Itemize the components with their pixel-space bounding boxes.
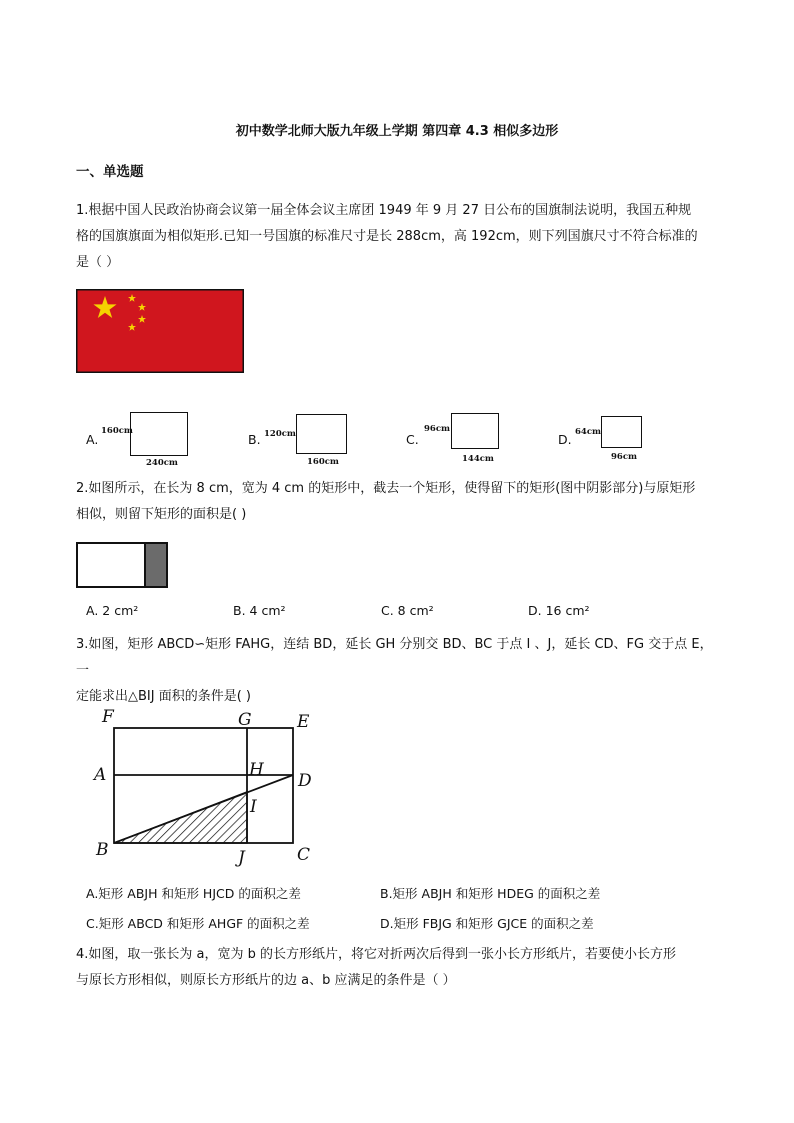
question-4-line: 4.如图，取一张长为 a，宽为 b 的长方形纸片，将它对折两次后得到一张小长方形纸片，若要使小长方形 — [76, 947, 677, 962]
option-a-rectangle — [130, 412, 188, 456]
point-label-b: B — [96, 840, 109, 860]
q3-option-d: D.矩形 FBJG 和矩形 GJCE 的面积之差 — [380, 916, 594, 931]
question-1-line: 是（ ） — [76, 255, 120, 270]
option-b-letter: B. — [248, 432, 261, 447]
q2-option-d: D. 16 cm² — [528, 603, 590, 618]
point-label-e: E — [297, 712, 310, 732]
question-2-text — [76, 476, 718, 528]
q3-option-a: A.矩形 ABJH 和矩形 HJCD 的面积之差 — [86, 886, 301, 901]
question-1-line: 1.根据中国人民政治协商会议第一届全体会议主席团 1949 年 9 月 27 日公布的国旗制法说明，我国五种规 — [76, 203, 692, 218]
question-4-text — [76, 942, 718, 994]
option-a-letter: A. — [86, 432, 99, 447]
point-label-h: H — [249, 760, 264, 780]
question-3-line: 3.如图，矩形 ABCD∽矩形 FAHG，连结 BD，延长 GH 分别交 BD、BC 于点 I 、J，延长 CD、FG 交于点 E，一 — [76, 637, 713, 678]
question-3-figure — [90, 704, 330, 874]
q2-option-c: C. 8 cm² — [381, 603, 434, 618]
question-3-line: 定能求出△BIJ 面积的条件是( ) — [76, 689, 251, 704]
option-b-rectangle — [296, 414, 347, 454]
question-2-line: 相似，则留下矩形的面积是( ) — [76, 507, 247, 522]
option-a-width-label: 240cm — [146, 458, 178, 468]
shaded-rectangle — [145, 543, 167, 587]
question-2-figure — [76, 542, 168, 588]
chinese-flag-image — [76, 289, 244, 373]
section-heading: 一、单选题 — [76, 164, 144, 180]
q3-option-c: C.矩形 ABCD 和矩形 AHGF 的面积之差 — [86, 916, 310, 931]
q2-option-a: A. 2 cm² — [86, 603, 139, 618]
option-a-height-label: 160cm — [101, 426, 133, 436]
option-d-width-label: 96cm — [611, 452, 637, 462]
point-label-a: A — [94, 765, 107, 785]
point-label-g: G — [238, 710, 252, 730]
point-label-i: I — [250, 797, 257, 817]
page-title: 初中数学北师大版九年级上学期 第四章 4.3 相似多边形 — [235, 124, 559, 139]
option-c-width-label: 144cm — [462, 454, 494, 464]
option-d-rectangle — [601, 416, 642, 448]
option-b-width-label: 160cm — [307, 457, 339, 467]
option-d-letter: D. — [558, 432, 572, 447]
question-2-line: 2.如图所示，在长为 8 cm，宽为 4 cm 的矩形中，截去一个矩形，使得留下的矩形(图中阴影部分)与原矩形 — [76, 481, 696, 496]
option-d-height-label: 64cm — [575, 427, 601, 437]
q3-option-b: B.矩形 ABJH 和矩形 HDEG 的面积之差 — [380, 886, 601, 901]
question-3-text — [76, 632, 718, 710]
question-1-text — [76, 198, 718, 276]
question-1-line: 格的国旗旗面为相似矩形.已知一号国旗的标准尺寸是长 288cm，高 192cm，则下列国旗尺寸不符合标准的 — [76, 229, 698, 244]
question-4-line: 与原长方形相似，则原长方形纸片的边 a、b 应满足的条件是（ ） — [76, 973, 456, 988]
option-c-height-label: 96cm — [424, 424, 450, 434]
option-c-rectangle — [451, 413, 499, 449]
q2-option-b: B. 4 cm² — [233, 603, 286, 618]
option-b-height-label: 120cm — [264, 429, 296, 439]
point-label-d: D — [298, 771, 312, 791]
point-label-j: J — [238, 848, 245, 868]
option-c-letter: C. — [406, 432, 419, 447]
point-label-c: C — [297, 845, 311, 865]
point-label-f: F — [102, 707, 114, 727]
